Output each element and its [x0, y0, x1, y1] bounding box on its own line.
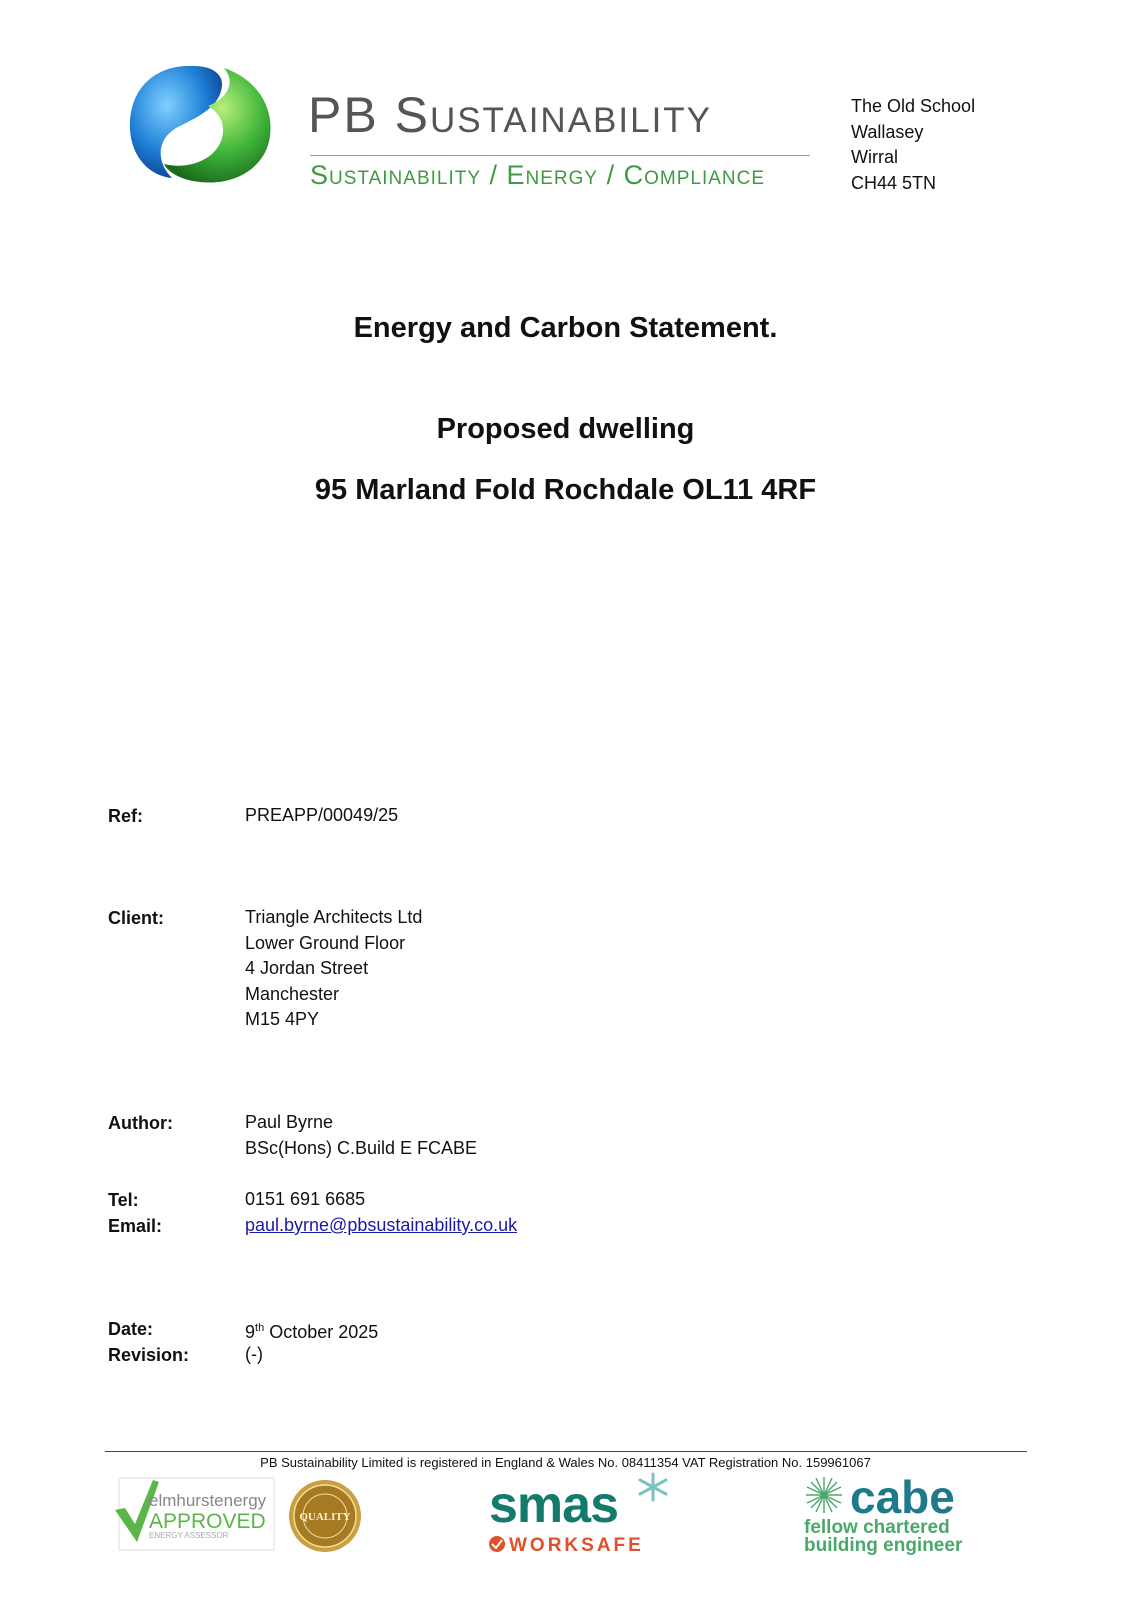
revision-label: Revision: — [108, 1345, 190, 1365]
tel-label: Tel: — [108, 1190, 139, 1210]
date-value — [245, 1316, 378, 1346]
client-label: Client: — [108, 908, 164, 928]
date-day: 9 — [245, 1322, 256, 1342]
client-line: Lower Ground Floor — [245, 932, 406, 953]
date-suffix: th — [255, 1322, 265, 1334]
footer-registration: PB Sustainability Limited is registered in England & Wales No. 08411354 VAT Registration No. 159961067 — [260, 1455, 871, 1470]
revision-value: (-) — [245, 1344, 263, 1364]
email-label: Email: — [108, 1216, 163, 1236]
author-block — [245, 1110, 477, 1161]
quality-seal-icon — [287, 1478, 363, 1554]
date-label: Date: — [108, 1319, 154, 1339]
client-line: Manchester — [245, 983, 340, 1004]
cabe-badge-icon — [802, 1473, 972, 1555]
elmhurst-approved-text: APPROVED — [149, 1510, 266, 1533]
cabe-line2-text: building engineer — [804, 1535, 963, 1555]
client-line: M15 4PY — [245, 1009, 320, 1029]
ref-label: Ref: — [108, 806, 143, 826]
address-line: Wirral — [851, 147, 898, 167]
elmhurst-brand-text: elmhurstenergy — [149, 1491, 267, 1510]
author-name: Paul Byrne — [245, 1112, 334, 1132]
email-link[interactable]: paul.byrne@pbsustainability.co.uk — [245, 1215, 518, 1235]
client-line: Triangle Architects Ltd — [245, 907, 423, 927]
footer-divider — [105, 1451, 1027, 1452]
ref-value: PREAPP/00049/25 — [245, 805, 399, 825]
site-address: 95 Marland Fold Rochdale OL11 4RF — [314, 474, 817, 506]
tel-value: 0151 691 6685 — [245, 1189, 366, 1209]
cabe-text: cabe — [850, 1473, 955, 1523]
author-label: Author: — [108, 1113, 173, 1133]
elmhurst-approved-badge-icon — [113, 1476, 276, 1552]
brand-divider — [310, 155, 810, 156]
elmhurst-role-text: ENERGY ASSESSOR — [149, 1531, 229, 1540]
address-line: Wallasey — [851, 121, 924, 142]
smas-worksafe-badge-icon — [485, 1470, 675, 1556]
document-title: Energy and Carbon Statement. — [353, 312, 778, 344]
company-address — [851, 94, 975, 196]
email-block — [245, 1213, 517, 1239]
smas-text: smas — [489, 1476, 618, 1534]
brand-tagline: Sustainability / Energy / Compliance — [310, 160, 766, 190]
document-subtitle: Proposed dwelling — [436, 413, 695, 445]
address-line: CH44 5TN — [851, 172, 937, 193]
brand-name: PB Sustainability — [308, 87, 713, 143]
author-qualifications: BSc(Hons) C.Build E FCABE — [245, 1137, 478, 1158]
company-logo-icon — [124, 60, 278, 188]
cabe-line1-text: fellow chartered — [804, 1517, 950, 1538]
worksafe-text: WORKSAFE — [509, 1535, 644, 1556]
client-line: 4 Jordan Street — [245, 958, 369, 978]
address-line: The Old School — [851, 96, 976, 116]
date-rest: October 2025 — [264, 1322, 379, 1342]
quality-seal-text: QUALITY — [299, 1511, 351, 1523]
client-address — [245, 905, 422, 1033]
